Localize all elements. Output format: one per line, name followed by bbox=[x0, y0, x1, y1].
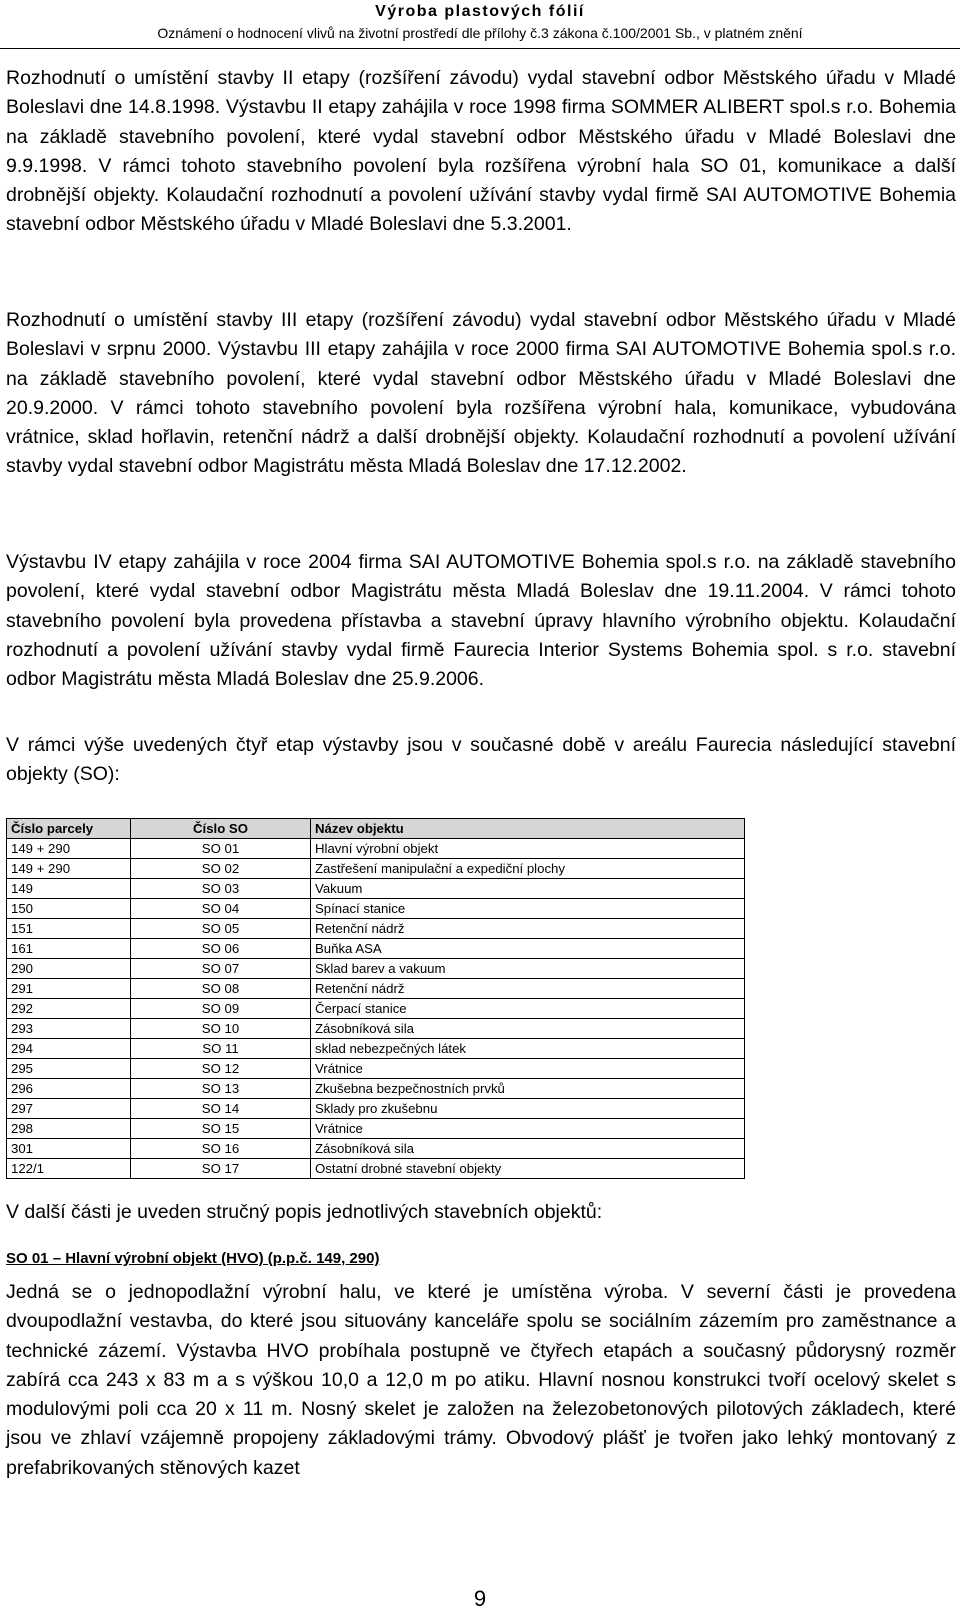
cell-so-number: SO 07 bbox=[131, 959, 311, 979]
cell-parcel-number: 301 bbox=[7, 1139, 131, 1159]
cell-so-number: SO 15 bbox=[131, 1119, 311, 1139]
cell-so-number: SO 16 bbox=[131, 1139, 311, 1159]
cell-object-name: Sklad barev a vakuum bbox=[311, 959, 745, 979]
objects-table bbox=[6, 818, 745, 1179]
cell-object-name: Hlavní výrobní objekt bbox=[311, 839, 745, 859]
paragraph-objects-intro: V rámci výše uvedených čtyř etap výstavby jsou v současné době v areálu Faurecia následující stavební objekty (SO): bbox=[6, 734, 956, 786]
cell-parcel-number: 296 bbox=[7, 1079, 131, 1099]
cell-object-name: Vrátnice bbox=[311, 1119, 745, 1139]
table-row bbox=[7, 859, 745, 879]
cell-parcel-number: 151 bbox=[7, 919, 131, 939]
table-row bbox=[7, 919, 745, 939]
cell-so-number: SO 03 bbox=[131, 879, 311, 899]
cell-parcel-number: 298 bbox=[7, 1119, 131, 1139]
column-header-name: Název objektu bbox=[311, 819, 745, 839]
table-row bbox=[7, 1159, 745, 1179]
cell-so-number: SO 06 bbox=[131, 939, 311, 959]
cell-object-name: sklad nebezpečných látek bbox=[311, 1039, 745, 1059]
section-heading-so01: SO 01 – Hlavní výrobní objekt (HVO) (p.p.č. 149, 290) bbox=[6, 1250, 380, 1267]
cell-so-number: SO 01 bbox=[131, 839, 311, 859]
column-header-parcel: Číslo parcely bbox=[7, 819, 131, 839]
cell-parcel-number: 150 bbox=[7, 899, 131, 919]
table-row bbox=[7, 999, 745, 1019]
header-divider bbox=[0, 48, 960, 49]
page-number: 9 bbox=[473, 1586, 487, 1611]
cell-parcel-number: 295 bbox=[7, 1059, 131, 1079]
column-header-so: Číslo SO bbox=[131, 819, 311, 839]
cell-object-name: Spínací stanice bbox=[311, 899, 745, 919]
cell-so-number: SO 14 bbox=[131, 1099, 311, 1119]
table-row bbox=[7, 839, 745, 859]
cell-so-number: SO 02 bbox=[131, 859, 311, 879]
cell-so-number: SO 13 bbox=[131, 1079, 311, 1099]
table-row bbox=[7, 1079, 745, 1099]
cell-object-name: Zkušebna bezpečnostních prvků bbox=[311, 1079, 745, 1099]
cell-so-number: SO 08 bbox=[131, 979, 311, 999]
cell-object-name: Zásobníková sila bbox=[311, 1019, 745, 1039]
cell-object-name: Ostatní drobné stavební objekty bbox=[311, 1159, 745, 1179]
table-row bbox=[7, 1059, 745, 1079]
cell-so-number: SO 04 bbox=[131, 899, 311, 919]
cell-parcel-number: 294 bbox=[7, 1039, 131, 1059]
cell-object-name: Sklady pro zkušebnu bbox=[311, 1099, 745, 1119]
cell-parcel-number: 149 + 290 bbox=[7, 839, 131, 859]
cell-so-number: SO 17 bbox=[131, 1159, 311, 1179]
paragraph-stage-2: Rozhodnutí o umístění stavby II etapy (rozšíření závodu) vydal stavební odbor Městského úřadu v Mladé Boleslavi dne 14.8.1998. Výstavbu II etapy zahájila v roce 1998 firma SOMMER ALIBERT spol.s r.o. Bohemia na základě stavebního povolení, které vydal stavební odbor Městského úřadu v Mladé Boleslavi dne 9.9.1998. V rámci tohoto stavebního povolení byla rozšířena výrobní hala SO 01, komunikace a další drobnější objekty. Kolaudační rozhodnutí a povolení užívání stavby vydal firmě SAI AUTOMOTIVE Bohemia stavební odbor Městského úřadu v Mladé Boleslavi dne 5.3.2001. bbox=[6, 67, 956, 236]
cell-object-name: Vrátnice bbox=[311, 1059, 745, 1079]
table-header-row bbox=[7, 819, 745, 839]
table-row bbox=[7, 879, 745, 899]
table-row bbox=[7, 1039, 745, 1059]
header-title: Výroba plastových fólií bbox=[375, 3, 585, 20]
table-row bbox=[7, 1139, 745, 1159]
cell-object-name: Čerpací stanice bbox=[311, 999, 745, 1019]
cell-object-name: Buňka ASA bbox=[311, 939, 745, 959]
paragraph-description-intro: V další části je uveden stručný popis jednotlivých stavebních objektů: bbox=[6, 1201, 603, 1223]
page-header bbox=[0, 0, 960, 42]
table-row bbox=[7, 979, 745, 999]
table-row bbox=[7, 899, 745, 919]
cell-parcel-number: 297 bbox=[7, 1099, 131, 1119]
paragraph-stage-4: Výstavbu IV etapy zahájila v roce 2004 firma SAI AUTOMOTIVE Bohemia spol.s r.o. na základě stavebního povolení, které vydal stavební odbor Magistrátu města Mladá Boleslav dne 19.11.2004. V rámci tohoto stavebního povolení byla provedena přístavba a stavební úpravy hlavního výrobního objektu. Kolaudační rozhodnutí a povolení užívání stavby vydal firmě Faurecia Interior Systems Bohemia spol. s r.o. stavební odbor Magistrátu města Mladá Boleslav dne 25.9.2006. bbox=[6, 551, 956, 691]
cell-parcel-number: 149 + 290 bbox=[7, 859, 131, 879]
cell-object-name: Zastřešení manipulační a expediční plochy bbox=[311, 859, 745, 879]
cell-parcel-number: 122/1 bbox=[7, 1159, 131, 1179]
paragraph-hvo-description: Jedná se o jednopodlažní výrobní halu, ve které je umístěna výroba. V severní části je provedena dvoupodlažní vestavba, do které jsou situovány kanceláře spolu se sociálním zázemím pro zaměstnance a technické zázemí. Výstavba HVO probíhala postupně ve čtyřech etapách a současný půdorysný rozměr zabírá cca 243 x 83 m a s výškou 10,0 a 12,0 m po atiku. Hlavní nosnou konstrukci tvoří ocelový skelet s modulovými poli cca 20 x 11 m. Nosný skelet je založen na železobetonových pilotových základech, které jsou ve zhlaví vzájemně propojeny základovými trámy. Obvodový plášť je tvořen jako lehký montovaný z prefabrikovaných stěnových kazet bbox=[6, 1281, 956, 1479]
cell-parcel-number: 290 bbox=[7, 959, 131, 979]
cell-so-number: SO 10 bbox=[131, 1019, 311, 1039]
header-subtitle: Oznámení o hodnocení vlivů na životní prostředí dle přílohy č.3 zákona č.100/2001 Sb., v platném znění bbox=[157, 25, 803, 41]
table-body bbox=[7, 839, 745, 1179]
table-row bbox=[7, 1099, 745, 1119]
cell-object-name: Retenční nádrž bbox=[311, 979, 745, 999]
table-row bbox=[7, 1119, 745, 1139]
cell-object-name: Retenční nádrž bbox=[311, 919, 745, 939]
cell-object-name: Vakuum bbox=[311, 879, 745, 899]
cell-parcel-number: 292 bbox=[7, 999, 131, 1019]
cell-parcel-number: 291 bbox=[7, 979, 131, 999]
cell-so-number: SO 11 bbox=[131, 1039, 311, 1059]
cell-object-name: Zásobníková sila bbox=[311, 1139, 745, 1159]
cell-parcel-number: 293 bbox=[7, 1019, 131, 1039]
cell-so-number: SO 12 bbox=[131, 1059, 311, 1079]
cell-parcel-number: 161 bbox=[7, 939, 131, 959]
paragraph-stage-3: Rozhodnutí o umístění stavby III etapy (rozšíření závodu) vydal stavební odbor Městského úřadu v Mladé Boleslavi v srpnu 2000. Výstavbu III etapy zahájila v roce 2000 firma SAI AUTOMOTIVE Bohemia spol.s r.o. na základě stavebního povolení, které vydal stavební odbor Městského úřadu v Mladé Boleslavi dne 20.9.2000. V rámci tohoto stavebního povolení byla rozšířena výrobní hala, komunikace, vybudována vrátnice, sklad hořlavin, retenční nádrž a další drobnější objekty. Kolaudační rozhodnutí a povolení užívání stavby vydal stavební odbor Magistrátu města Mladá Boleslav dne 17.12.2002. bbox=[6, 309, 956, 478]
objects-table-wrapper bbox=[6, 818, 744, 1179]
table-row bbox=[7, 939, 745, 959]
cell-so-number: SO 09 bbox=[131, 999, 311, 1019]
table-row bbox=[7, 1019, 745, 1039]
cell-parcel-number: 149 bbox=[7, 879, 131, 899]
cell-so-number: SO 05 bbox=[131, 919, 311, 939]
table-row bbox=[7, 959, 745, 979]
